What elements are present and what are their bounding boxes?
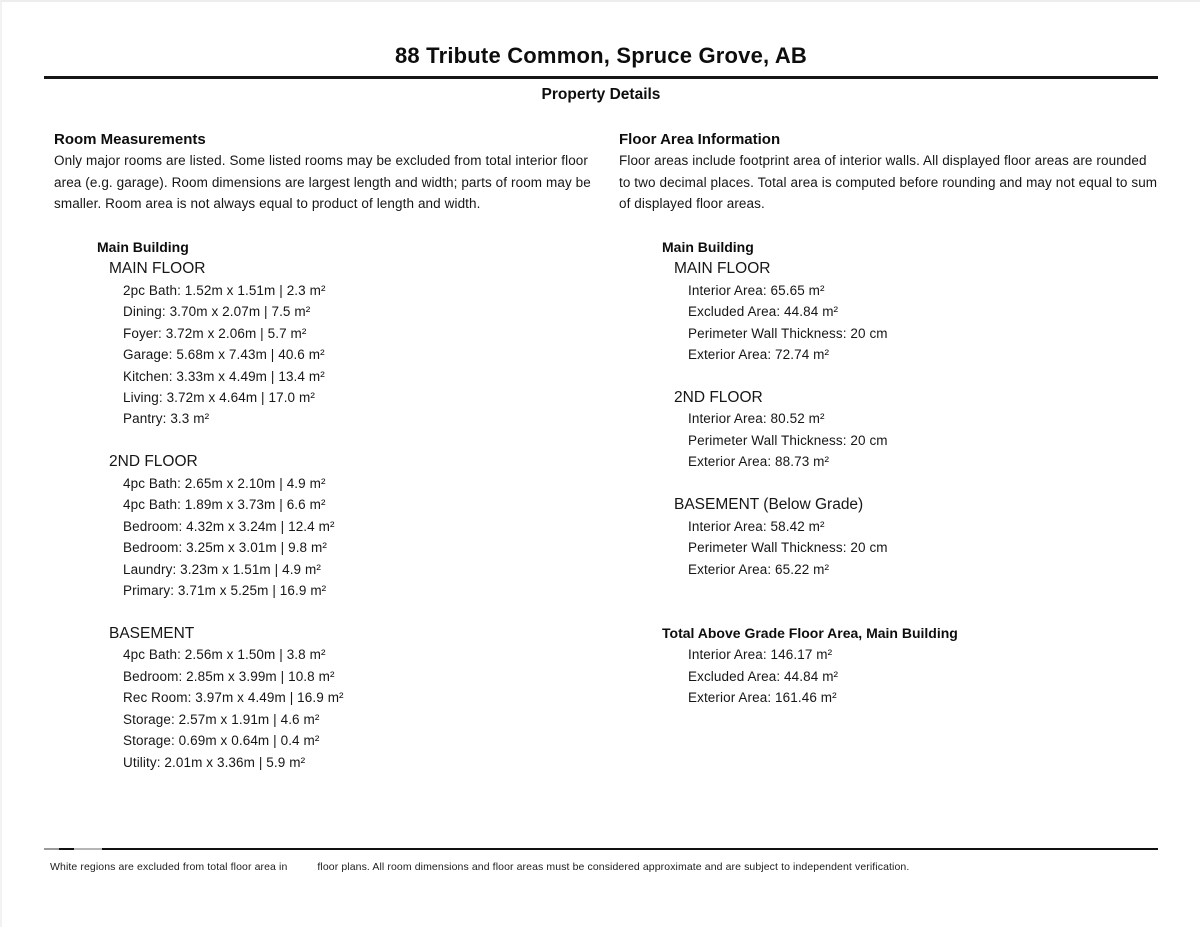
floor-area-stat: Excluded Area: 44.84 m² (688, 668, 839, 684)
floor-block (619, 494, 1158, 580)
floor-name: 2ND FLOOR (674, 388, 763, 406)
floor-name: 2ND FLOOR (109, 453, 198, 471)
room-measurement: Bedroom: 2.85m x 3.99m | 10.8 m² (123, 668, 335, 684)
floor-area-stat: Exterior Area: 161.46 m² (688, 690, 837, 706)
floor-area-stat: Interior Area: 65.65 m² (688, 282, 825, 298)
floor-area-stat: Exterior Area: 65.22 m² (688, 561, 830, 577)
floor-name: MAIN FLOOR (674, 260, 771, 278)
floor-block (619, 258, 1158, 365)
document-footer (2, 848, 1200, 874)
room-measurements-description: Only major rooms are listed. Some listed rooms may be excluded from total interior floor area (e.g. garage). Room dimensions are largest length and width; parts of room may be smaller. Room area is not always equal to product of length and width. (54, 153, 591, 212)
total-above-grade-block (619, 623, 1158, 709)
floor-block (54, 623, 619, 773)
room-measurement: Rec Room: 3.97m x 4.49m | 16.9 m² (123, 690, 344, 706)
room-measurements-section (54, 129, 619, 773)
floor-name: BASEMENT (109, 624, 195, 642)
room-measurement: Living: 3.72m x 4.64m | 17.0 m² (123, 389, 315, 405)
footer-disclaimer-part1: White regions are excluded from total floor area in (50, 861, 288, 873)
room-measurement: Primary: 3.71m x 5.25m | 16.9 m² (123, 583, 327, 599)
footer-disclaimer-part2: floor plans. All room dimensions and floor areas must be considered approximate and are subject to independent verification. (317, 861, 910, 873)
room-measurement: 2pc Bath: 1.52m x 1.51m | 2.3 m² (123, 282, 326, 298)
room-measurement: Kitchen: 3.33m x 4.49m | 13.4 m² (123, 368, 325, 384)
room-measurement: Laundry: 3.23m x 1.51m | 4.9 m² (123, 561, 321, 577)
room-measurement: Storage: 0.69m x 0.64m | 0.4 m² (123, 733, 320, 749)
content-columns (2, 129, 1200, 773)
room-measurement: 4pc Bath: 2.56m x 1.50m | 3.8 m² (123, 647, 326, 663)
room-measurement: Bedroom: 4.32m x 3.24m | 12.4 m² (123, 518, 335, 534)
floor-area-stat: Perimeter Wall Thickness: 20 cm (688, 540, 888, 556)
room-measurement: 4pc Bath: 1.89m x 3.73m | 6.6 m² (123, 497, 326, 513)
floor-area-heading: Floor Area Information (619, 131, 781, 148)
room-measurement: Dining: 3.70m x 2.07m | 7.5 m² (123, 304, 311, 320)
room-measurement: 4pc Bath: 2.65m x 2.10m | 4.9 m² (123, 475, 326, 491)
floor-block (54, 258, 619, 430)
floor-area-description: Floor areas include footprint area of interior walls. All displayed floor areas are rounded to two decimal places. Total area is computed before rounding and may not equal to sum of displayed floor areas. (619, 153, 1158, 212)
footer-divider (44, 848, 1158, 850)
floor-name: BASEMENT (Below Grade) (674, 496, 864, 514)
room-measurement: Pantry: 3.3 m² (123, 411, 210, 427)
room-measurements-floor-list (54, 258, 619, 773)
floor-area-stat: Exterior Area: 72.74 m² (688, 347, 830, 363)
room-measurement: Foyer: 3.72m x 2.06m | 5.7 m² (123, 325, 307, 341)
floor-area-section (619, 129, 1158, 773)
floor-area-floor-list (619, 258, 1158, 580)
floor-area-stat: Perimeter Wall Thickness: 20 cm (688, 325, 888, 341)
total-above-grade-heading: Total Above Grade Floor Area, Main Building (662, 624, 958, 641)
building-name: Main Building (97, 238, 189, 255)
floor-area-stat: Interior Area: 80.52 m² (688, 411, 825, 427)
document-header (2, 2, 1200, 104)
room-measurement: Storage: 2.57m x 1.91m | 4.6 m² (123, 711, 320, 727)
floor-block (619, 387, 1158, 473)
floor-area-stat: Excluded Area: 44.84 m² (688, 304, 839, 320)
room-measurement: Garage: 5.68m x 7.43m | 40.6 m² (123, 347, 325, 363)
floor-area-stat: Exterior Area: 88.73 m² (688, 454, 830, 470)
building-name: Main Building (662, 238, 754, 255)
room-measurement: Utility: 2.01m x 3.36m | 5.9 m² (123, 754, 306, 770)
floor-name: MAIN FLOOR (109, 260, 206, 278)
room-measurement: Bedroom: 3.25m x 3.01m | 9.8 m² (123, 540, 327, 556)
title-divider (44, 76, 1158, 79)
room-measurements-building (54, 237, 619, 773)
floor-area-stat: Interior Area: 58.42 m² (688, 518, 825, 534)
footer-disclaimer (50, 860, 1200, 874)
floor-area-stat: Interior Area: 146.17 m² (688, 647, 833, 663)
page-subtitle: Property Details (541, 86, 661, 103)
floor-area-building (619, 237, 1158, 580)
floor-block (54, 451, 619, 601)
floor-area-stat: Perimeter Wall Thickness: 20 cm (688, 432, 888, 448)
page-title: 88 Tribute Common, Spruce Grove, AB (394, 43, 808, 68)
room-measurements-heading: Room Measurements (54, 131, 206, 148)
